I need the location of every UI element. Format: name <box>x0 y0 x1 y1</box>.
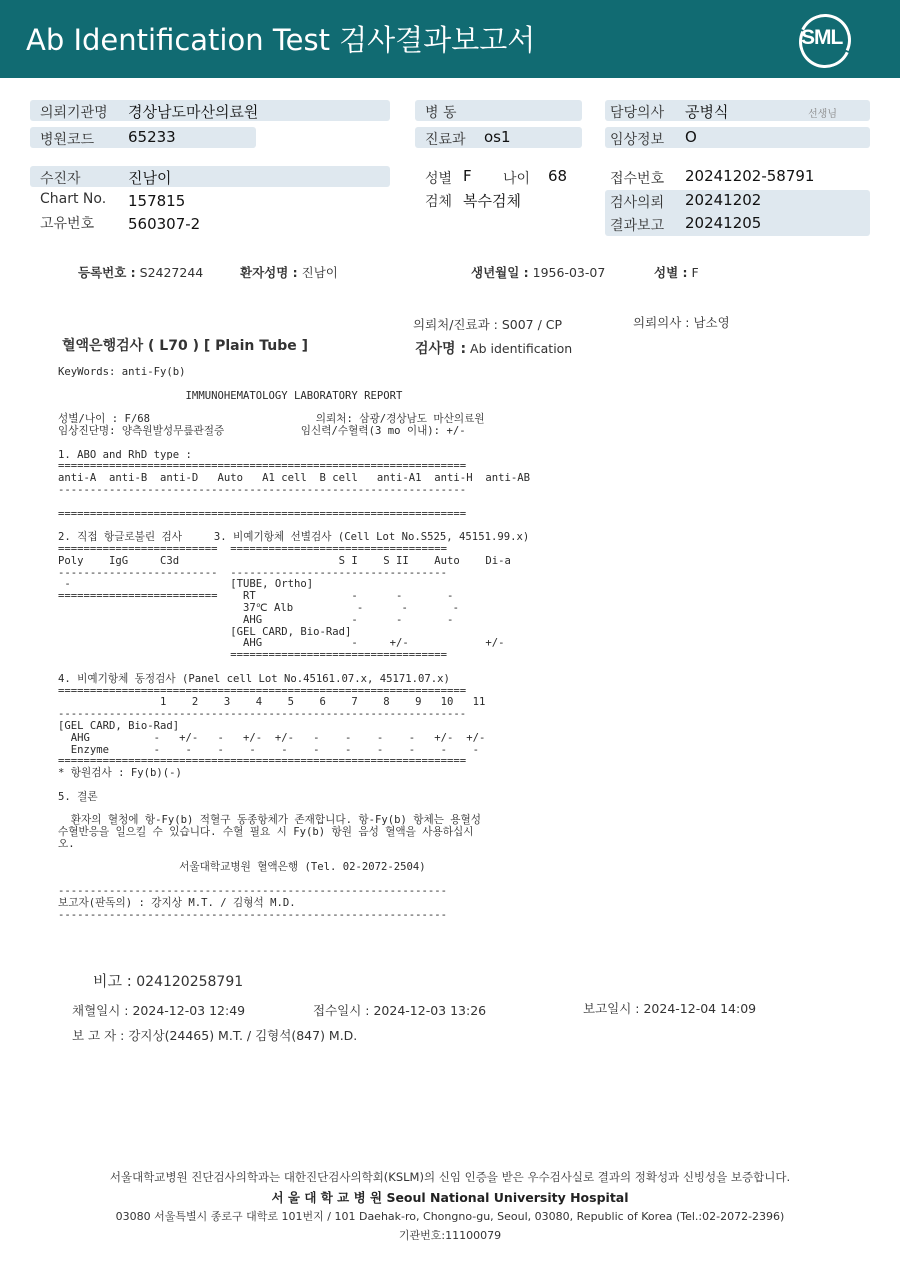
reported-label: 보고일시 : <box>583 1001 640 1016</box>
chart-value: 157815 <box>128 192 186 210</box>
doctor-suffix: 선생님 <box>808 109 837 120</box>
specimen-label: 검체 <box>425 194 453 210</box>
logo-text: SML <box>801 26 843 49</box>
reporter-value: 강지상(24465) M.T. / 김형석(847) M.D. <box>128 1028 358 1043</box>
scan-sex-value: F <box>691 265 699 280</box>
report-title: Ab Identification Test 검사결과보고서 <box>26 23 536 57</box>
ward-label: 병 동 <box>425 105 457 121</box>
sml-logo <box>796 12 854 66</box>
request-value: 20241202 <box>685 191 762 209</box>
scan-sex-label: 성별 : <box>654 265 688 280</box>
test-name-value: Ab identification <box>470 341 573 356</box>
receipt-label: 접수번호 <box>610 171 665 187</box>
lab-report-body: KeyWords: anti-Fy(b) IMMUNOHEMATOLOGY LABORATORY REPORT 성별/나이 : F/68 의뢰처: 삼광/경상남도 마산의료원 임상진단명: 양측원발성무릎관절증 임신력/수혈력(3 mo 이내): +/- 1. ABO and RhD type : ================================================================ anti-A anti-B anti-D Auto A1 cell B cell anti-A1 anti-H anti-AB ---------------------------------------------------------------- ================================================================ 2. 직접 항글로불린 검사 3. 비예기항체 선별검사 (Cell Lot No.S525, 45151.99.x) ========================= ================================== Poly IgG C3d S I S II Auto Di-a ------------------------- ---------------------------------- - [TUBE, Ortho] ========================= RT - - - 37℃ Alb - - - AHG - - - [GEL CARD, Bio-Rad] AHG - +/- +/- ================================== 4. 비예기항체 동정검사 (Panel cell Lot No.45161.07.x, 45171.07.x) ================================================================ 1 2 3 4 5 6 7 8 9 10 11 ---------------------------------------------------------------- [GEL CARD, Bio-Rad] AHG - +/- - +/- +/- - - - - +/- +/- Enzyme - - - - - - - - - - - ================================================================ * 항원검사 : Fy(b)(-) 5. 결론 환자의 혈청에 항-Fy(b) 적혈구 동종항체가 존재합니다. 항-Fy(b) 항체는 용혈성 수혈반응을 일으킬 수 있습니다. 수혈 필요 시 Fy(b) 항원 음성 혈액을 사용하십시 오. 서울대학교병원 혈액은행 (Tel. 02-2072-2504) ------------------------------------------------------------- 보고자(판독의) : 강지상 M.T. / 김형석 M.D. ------------------------------------------------------------- <box>58 366 530 921</box>
institution-value: 경상남도마산의료원 <box>128 103 259 121</box>
age-label: 나이 <box>503 171 531 187</box>
patient-bar <box>30 166 390 187</box>
referral-doctor: 의뢰의사 : 남소영 <box>633 315 730 330</box>
birth-date <box>471 263 605 281</box>
birth-date-value: 1956-03-07 <box>532 265 606 280</box>
institution-label: 의뢰기관명 <box>40 105 108 121</box>
collected-time <box>72 1001 245 1019</box>
note <box>93 970 243 991</box>
test-name <box>415 338 572 358</box>
specimen-value: 복수검체 <box>463 192 521 210</box>
certification-text: 서울대학교병원 진단검사의학과는 대한진단검사의학회(KSLM)의 신임 인증을 받은 우수검사실로 결과의 정확성과 신빙성을 보증합니다. <box>109 1170 791 1184</box>
birth-date-label: 생년월일 : <box>471 265 529 280</box>
received-label: 접수일시 : <box>313 1003 370 1018</box>
age-value: 68 <box>548 167 568 185</box>
note-value: 024120258791 <box>136 974 244 990</box>
test-name-label: 검사명 : <box>415 341 467 357</box>
dept-label: 진료과 <box>425 132 466 148</box>
unique-value: 560307-2 <box>128 215 201 233</box>
scan-sex <box>654 263 699 281</box>
patient-name-label: 환자성명 : <box>240 265 298 280</box>
doctor-value: 공병식 <box>685 103 729 121</box>
sex-label: 성별 <box>425 171 453 187</box>
registration <box>78 263 203 281</box>
registration-value: S2427244 <box>139 265 204 280</box>
doctor-label: 담당의사 <box>610 105 665 121</box>
patient-label: 수진자 <box>40 171 81 187</box>
registration-label: 등록번호 : <box>78 265 136 280</box>
hospital-code-value: 65233 <box>128 128 176 146</box>
reporter <box>72 1026 357 1044</box>
patient-value: 진남이 <box>128 169 172 187</box>
test-type: 혈액은행검사 ( L70 ) [ Plain Tube ] <box>62 338 309 354</box>
clinical-value: O <box>685 128 697 146</box>
report-label: 결과보고 <box>610 218 665 234</box>
patient-name <box>240 263 338 281</box>
note-label: 비고 : <box>93 972 132 990</box>
hospital-name: 서 울 대 학 교 병 원 Seoul National University Hospital <box>271 1190 629 1205</box>
collected-value: 2024-12-03 12:49 <box>132 1003 246 1018</box>
received-value: 2024-12-03 13:26 <box>373 1003 487 1018</box>
organization-number: 기관번호:11100079 <box>398 1229 502 1242</box>
collected-label: 채혈일시 : <box>72 1003 129 1018</box>
hospital-address: 03080 서울특별시 종로구 대학로 101번지 / 101 Daehak-ro, Chongno-gu, Seoul, 03080, Republic of Korea (Tel.:02-2072-2396) <box>115 1210 785 1223</box>
referral-dept: 의뢰처/진료과 : S007 / CP <box>413 317 563 332</box>
reported-time <box>583 999 756 1017</box>
reporter-label: 보 고 자 : <box>72 1028 125 1043</box>
report-header <box>0 0 900 78</box>
clinical-label: 임상정보 <box>610 132 665 148</box>
dept-value: os1 <box>484 128 511 146</box>
report-value: 20241205 <box>685 214 762 232</box>
received-time <box>313 1001 486 1019</box>
patient-name-value: 진남이 <box>301 265 338 280</box>
chart-label: Chart No. <box>40 191 107 207</box>
reported-value: 2024-12-04 14:09 <box>643 1001 757 1016</box>
request-label: 검사의뢰 <box>610 195 665 211</box>
unique-label: 고유번호 <box>40 216 95 232</box>
sex-value: F <box>463 167 472 185</box>
receipt-value: 20241202-58791 <box>685 167 815 185</box>
hospital-code-label: 병원코드 <box>40 132 95 148</box>
